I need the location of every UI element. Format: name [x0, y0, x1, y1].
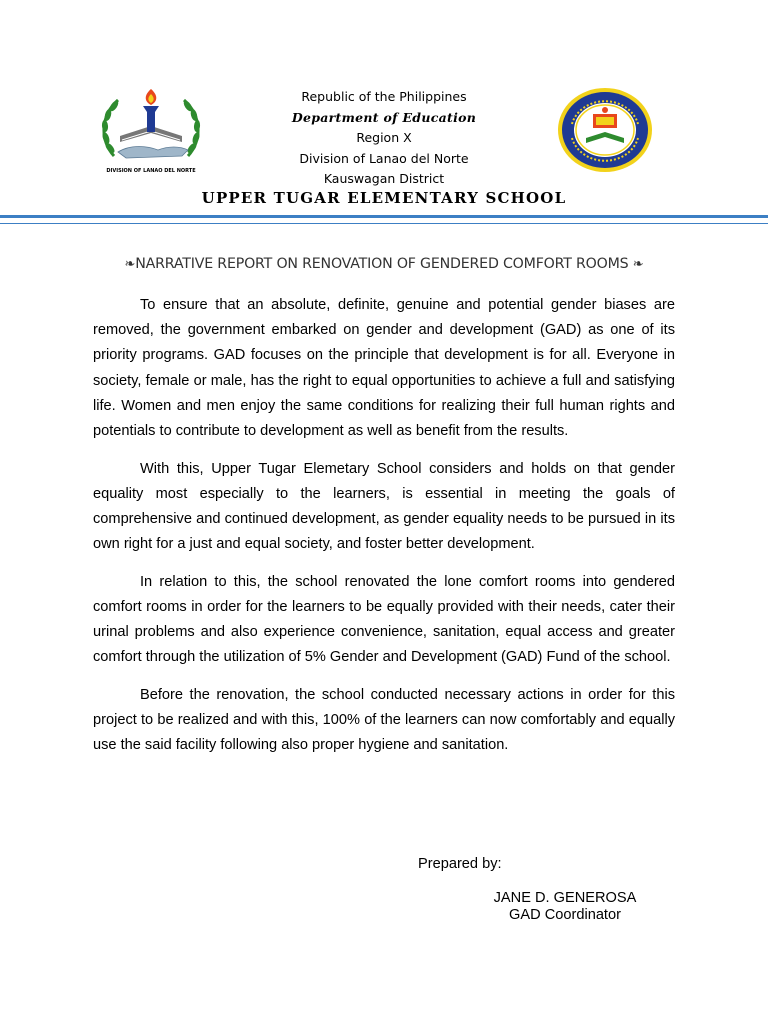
letterhead-department: Department of Education: [291, 109, 477, 125]
ornament-right-icon: ❧: [632, 257, 644, 272]
report-title: [0, 256, 768, 272]
header-rule-thick: [0, 215, 768, 218]
paragraph-3: In relation to this, the school renovated the lone comfort rooms into gendered comfort rooms in order for the learners to be equally provided with their needs, cater their urinal problems and also experience convenience, sanitation, equal access and greater comfort through the utilization of 5% Gender and Development (GAD) Fund of the school.: [93, 573, 675, 666]
signatory-name: JANE D. GENEROSA: [493, 890, 637, 906]
letterhead-district: Kauswagan District: [323, 171, 445, 186]
letterhead-republic: Republic of the Philippines: [301, 89, 467, 104]
school-name: UPPER TUGAR ELEMENTARY SCHOOL: [201, 189, 567, 207]
paragraph-4: Before the renovation, the school conducted necessary actions in order for this project to be realized and with this, 100% of the learners can now comfortably and equally use the said facility following also proper hygiene and sanitation.: [93, 687, 675, 754]
prepared-by-label: Prepared by:: [418, 856, 502, 872]
letterhead-region: Region X: [356, 130, 412, 145]
letterhead-division: Division of Lanao del Norte: [299, 150, 469, 166]
report-body: [93, 293, 675, 771]
header-rule-thin: [0, 223, 768, 224]
report-title-text: NARRATIVE REPORT ON RENOVATION OF GENDERED COMFORT ROOMS: [135, 256, 629, 272]
division-logo: [96, 86, 206, 176]
paragraph-1: To ensure that an absolute, definite, genuine and potential gender biases are removed, the government embarked on gender and development (GAD) as one of its priority programs. GAD focuses on the principle that development is for all. Everyone in society, female or male, has the right to equal opportunities to achieve a full and satisfying life. Women and men enjoy the same conditions for realizing their full human rights and potentials to contribute to development as well as benefit from the results.: [93, 297, 675, 440]
letterhead: [234, 87, 534, 190]
paragraph-2: With this, Upper Tugar Elemetary School considers and holds on that gender equality most especially to the learners, is essential in meeting the goals of comprehensive and continued development, as gender equality needs to be pursued in its own right for a just and equal society, and foster better development.: [93, 460, 675, 553]
signature-block: [470, 890, 660, 924]
signatory-position: GAD Coordinator: [509, 907, 621, 923]
division-logo-text: DIVISION OF LANAO DEL NORTE: [106, 168, 196, 174]
ornament-left-icon: ❧: [124, 257, 136, 272]
school-seal: [556, 86, 654, 174]
